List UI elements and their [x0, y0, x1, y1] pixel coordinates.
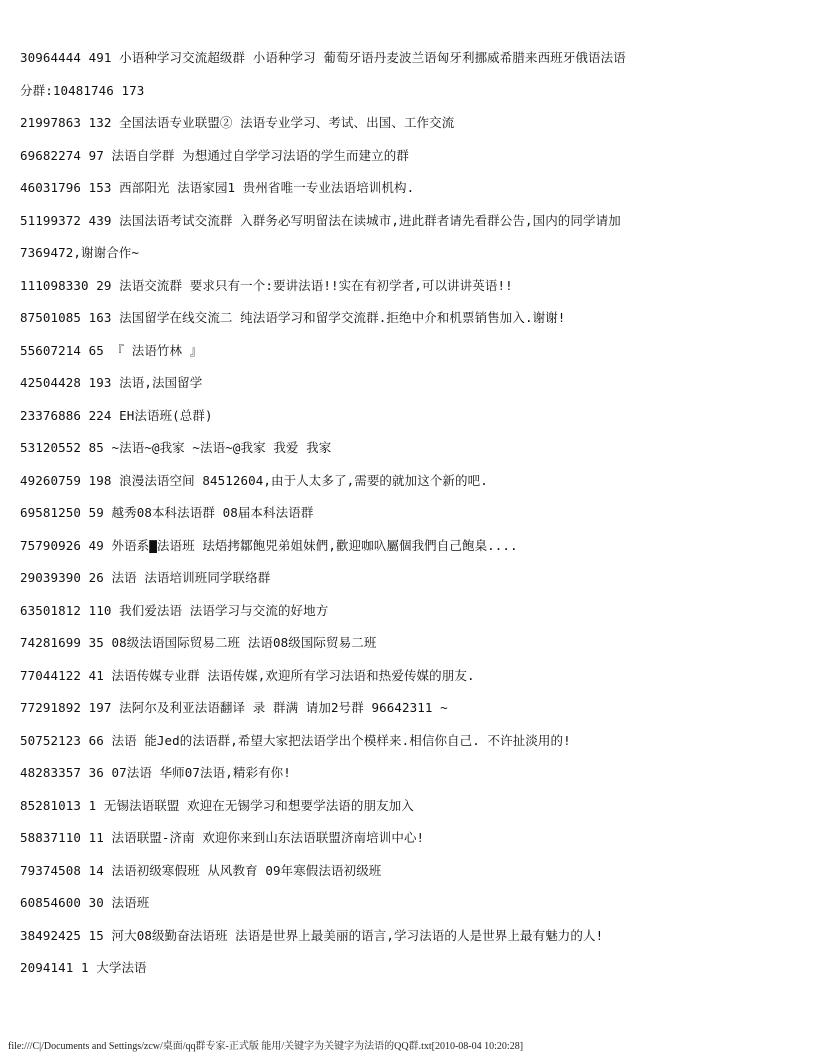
- text-body: [20, 48, 800, 991]
- text-line: 85281013 1 无锡法语联盟 欢迎在无锡学习和想要学法语的朋友加入: [20, 797, 414, 813]
- text-line: 21997863 132 全国法语专业联盟② 法语专业学习、考试、出国、工作交流: [20, 115, 455, 130]
- text-line: 23376886 224 EH法语班(总群): [20, 407, 213, 423]
- text-line: 87501085 163 法国留学在线交流二 纯法语学习和留学交流群.拒绝中介和机票销售加入.谢谢!: [20, 310, 566, 325]
- text-line: 30964444 491 小语种学习交流超级群 小语种学习 葡萄牙语丹麦波兰语匈牙利挪威希腊来西班牙俄语法语: [20, 50, 626, 65]
- text-line: 75790926 49 外语系▇法语班 珐焐拷鄒飽兕弟姐妹們,歡迎咖叺屬個我們自己飽臬....: [20, 537, 518, 553]
- text-line: 2094141 1 大学法语: [20, 960, 147, 975]
- text-line: 111098330 29 法语交流群 要求只有一个:要讲法语!!实在有初学者,可以讲讲英语!!: [20, 277, 513, 293]
- text-line: 48283357 36 07法语 华师07法语,精彩有你!: [20, 765, 291, 780]
- text-line: 分群:10481746 173: [20, 82, 145, 98]
- text-line: 42504428 193 法语,法国留学: [20, 375, 203, 390]
- text-line: 60854600 30 法语班: [20, 895, 150, 910]
- text-line: 49260759 198 浪漫法语空间 84512604,由于人太多了,需要的就加这个新的吧.: [20, 472, 488, 488]
- text-line: 63501812 110 我们爱法语 法语学习与交流的好地方: [20, 602, 329, 618]
- text-line: 38492425 15 河大08级勤奋法语班 法语是世界上最美丽的语言,学习法语的人是世界上最有魅力的人!: [20, 927, 604, 943]
- text-line: 55607214 65 『 法语竹林 』: [20, 342, 203, 358]
- text-line: 58837110 11 法语联盟-济南 欢迎你来到山东法语联盟济南培训中心!: [20, 830, 425, 845]
- text-line: 77291892 197 法阿尔及利亚法语翻译 录 群满 请加2号群 96642311 ~: [20, 700, 448, 715]
- page-footer-path: file:///C|/Documents and Settings/zcw/桌面/qq群专家-正式版 能用/关键字为关键字为法语的QQ群.txt[2010-08-04 10:20:28]: [8, 1041, 524, 1052]
- text-line: 46031796 153 西部阳光 法语家园1 贵州省唯一专业法语培训机构.: [20, 180, 415, 195]
- text-line: 77044122 41 法语传媒专业群 法语传媒,欢迎所有学习法语和热爱传媒的朋友.: [20, 667, 475, 683]
- text-line: 69581250 59 越秀08本科法语群 08届本科法语群: [20, 505, 314, 520]
- text-line: 29039390 26 法语 法语培训班同学联络群: [20, 570, 271, 585]
- text-line: 50752123 66 法语 能Jed的法语群,希望大家把法语学出个模样来.相信你自己. 不许扯淡用的!: [20, 732, 571, 748]
- text-line: 53120552 85 ~法语~@我家 ~法语~@我家 我爱 我家: [20, 440, 332, 455]
- text-line: 79374508 14 法语初级寒假班 从风教育 09年寒假法语初级班: [20, 862, 382, 878]
- text-line: 74281699 35 08级法语国际贸易二班 法语08级国际贸易二班: [20, 635, 377, 650]
- text-line: 51199372 439 法国法语考试交流群 入群务必写明留法在读城市,进此群者请先看群公告,国内的同学请加: [20, 212, 621, 228]
- text-line: 69682274 97 法语自学群 为想通过自学学习法语的学生而建立的群: [20, 147, 409, 163]
- text-line: 7369472,谢谢合作~: [20, 245, 140, 260]
